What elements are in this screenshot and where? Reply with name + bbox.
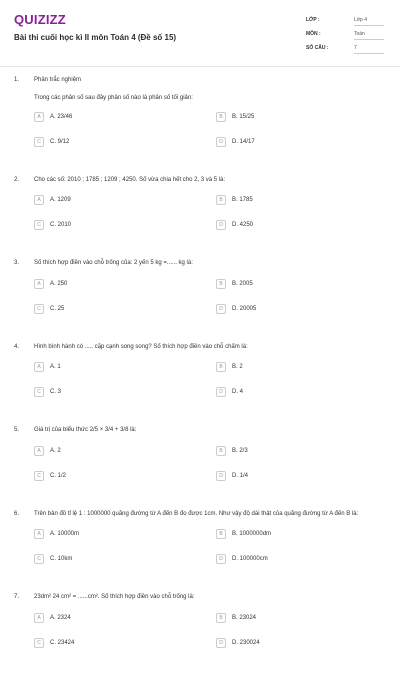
option-text: C. 9/12 bbox=[50, 138, 70, 145]
option-text: B. 23024 bbox=[232, 614, 257, 621]
question-text bbox=[14, 426, 386, 435]
option-letter-box: A bbox=[34, 195, 44, 205]
question-1 bbox=[14, 76, 386, 176]
answer-option[interactable] bbox=[34, 219, 71, 231]
answer-option[interactable] bbox=[34, 612, 71, 624]
answer-option[interactable] bbox=[216, 445, 248, 457]
option-text: D. 4250 bbox=[232, 222, 254, 228]
option-letter-box: A bbox=[34, 446, 44, 456]
option-letter-box: D bbox=[216, 471, 226, 481]
option-letter-box: D bbox=[216, 387, 226, 397]
option-letter-box: B bbox=[216, 446, 226, 456]
answer-options bbox=[34, 111, 386, 161]
answer-option[interactable] bbox=[34, 194, 71, 206]
exam-title: Bài thi cuối học kì II môn Toán 4 (Đề số 15) bbox=[14, 33, 177, 42]
answer-option[interactable] bbox=[216, 553, 268, 565]
answer-option[interactable] bbox=[34, 445, 61, 457]
question-text bbox=[14, 593, 386, 602]
meta-row-count bbox=[306, 42, 386, 56]
option-text: A. 10000m bbox=[50, 531, 80, 537]
question-number: 6. bbox=[14, 510, 20, 517]
option-letter-box: D bbox=[216, 220, 226, 230]
answer-option[interactable] bbox=[216, 303, 256, 315]
answer-option[interactable] bbox=[34, 278, 67, 290]
question-text bbox=[14, 510, 386, 519]
question-prompt: Trên bản đồ tỉ lệ 1 : 1000000 quãng đường từ A đến B đo được 1cm. Như vậy độ dài thật của quãng đường từ A đến B là: bbox=[34, 510, 359, 517]
option-letter-box: B bbox=[216, 112, 226, 122]
option-text: C. 3 bbox=[50, 389, 62, 395]
meta-row-class bbox=[306, 14, 386, 28]
option-text: B. 2 bbox=[232, 364, 243, 370]
option-letter-box: D bbox=[216, 638, 226, 648]
question-number: 5. bbox=[14, 427, 20, 433]
option-text: A. 1209 bbox=[50, 197, 71, 203]
question-6 bbox=[14, 510, 386, 594]
question-3 bbox=[14, 259, 386, 343]
option-text: C. 2010 bbox=[50, 222, 72, 228]
answer-option[interactable] bbox=[34, 528, 79, 540]
answer-option[interactable] bbox=[216, 637, 260, 649]
option-text: C. 1/2 bbox=[50, 472, 67, 479]
answer-option[interactable] bbox=[34, 553, 72, 565]
question-number: 2. bbox=[14, 176, 20, 183]
question-prompt: Giá trị của biểu thức 2/5 × 3/4 + 3/8 là: bbox=[34, 427, 137, 433]
answer-option[interactable] bbox=[216, 361, 243, 373]
question-prompt: Cho các số: 2010 ; 1785 ; 1209 ; 4250. Số vừa chia hết cho 2, 3 và 5 là: bbox=[34, 176, 226, 183]
option-letter-box: A bbox=[34, 362, 44, 372]
option-letter-box: D bbox=[216, 137, 226, 147]
question-number: 7. bbox=[14, 594, 20, 600]
option-text: B. 15/25 bbox=[232, 113, 255, 120]
answer-option[interactable] bbox=[216, 194, 253, 206]
question-number: 4. bbox=[14, 343, 20, 350]
answer-option[interactable] bbox=[216, 470, 248, 482]
answer-options bbox=[34, 194, 386, 244]
answer-options bbox=[34, 445, 386, 495]
option-text: D. 1/4 bbox=[232, 472, 249, 479]
question-text bbox=[14, 343, 386, 352]
option-letter-box: A bbox=[34, 613, 44, 623]
option-letter-box: C bbox=[34, 137, 44, 147]
option-letter-box: A bbox=[34, 112, 44, 122]
meta-value: Toán bbox=[354, 31, 384, 40]
meta-label: MÔN : bbox=[306, 31, 321, 37]
meta-value: 7 bbox=[354, 45, 384, 54]
answer-option[interactable] bbox=[34, 111, 72, 123]
answer-option[interactable] bbox=[216, 111, 254, 123]
option-letter-box: C bbox=[34, 471, 44, 481]
option-letter-box: A bbox=[34, 279, 44, 289]
option-text: B. 2005 bbox=[232, 280, 253, 287]
answer-option[interactable] bbox=[34, 386, 61, 398]
meta-box bbox=[306, 14, 386, 56]
option-text: D. 100000cm bbox=[232, 556, 268, 562]
question-list bbox=[14, 76, 386, 677]
option-text: D. 4 bbox=[232, 389, 244, 395]
question-number: 1. bbox=[14, 77, 20, 83]
answer-option[interactable] bbox=[216, 219, 253, 231]
option-text: A. 250 bbox=[50, 280, 68, 287]
meta-row-subject bbox=[306, 28, 386, 42]
answer-options bbox=[34, 361, 386, 411]
answer-options bbox=[34, 278, 386, 328]
option-text: B. 2/3 bbox=[232, 447, 248, 454]
option-letter-box: B bbox=[216, 362, 226, 372]
answer-option[interactable] bbox=[216, 136, 255, 148]
answer-option[interactable] bbox=[216, 528, 271, 540]
answer-option[interactable] bbox=[216, 612, 256, 624]
option-letter-box: C bbox=[34, 638, 44, 648]
answer-option[interactable] bbox=[34, 637, 74, 649]
question-2 bbox=[14, 176, 386, 260]
option-letter-box: C bbox=[34, 220, 44, 230]
meta-label: LỚP : bbox=[306, 17, 320, 23]
option-letter-box: D bbox=[216, 304, 226, 314]
option-letter-box: D bbox=[216, 554, 226, 564]
question-number: 3. bbox=[14, 260, 20, 266]
answer-option[interactable] bbox=[34, 136, 69, 148]
question-5 bbox=[14, 426, 386, 510]
option-letter-box: B bbox=[216, 613, 226, 623]
option-text: A. 2324 bbox=[50, 614, 71, 621]
question-prompt: Hình bình hành có ..... cặp cạnh song song? Số thích hợp điền vào chỗ chấm là: bbox=[34, 343, 248, 350]
option-letter-box: B bbox=[216, 195, 226, 205]
question-prompt: 23dm² 24 cm² = ......cm². Số thích hợp điền vào chỗ trống là: bbox=[34, 594, 195, 600]
question-subtext: Trong các phân số sau đây phân số nào là phân số tối giản: bbox=[34, 94, 193, 101]
question-text bbox=[14, 259, 386, 268]
option-letter-box: C bbox=[34, 554, 44, 564]
option-text: A. 2 bbox=[50, 447, 61, 454]
answer-option[interactable] bbox=[216, 386, 243, 398]
question-7 bbox=[14, 593, 386, 677]
option-letter-box: A bbox=[34, 529, 44, 539]
option-letter-box: B bbox=[216, 279, 226, 289]
answer-options bbox=[34, 612, 386, 662]
option-text: D. 14/17 bbox=[232, 138, 255, 145]
option-text: C. 25 bbox=[50, 305, 65, 312]
answer-option[interactable] bbox=[34, 470, 66, 482]
option-letter-box: C bbox=[34, 304, 44, 314]
option-text: B. 1785 bbox=[232, 197, 253, 203]
quizizz-logo: QUIZIZZ bbox=[14, 12, 66, 27]
option-text: A. 1 bbox=[50, 364, 61, 370]
answer-options bbox=[34, 528, 386, 578]
meta-label: SỐ CÂU : bbox=[306, 45, 329, 51]
meta-value: Lớp 4 bbox=[354, 17, 384, 26]
answer-option[interactable] bbox=[34, 303, 64, 315]
header-divider bbox=[0, 66, 400, 67]
answer-option[interactable] bbox=[216, 278, 253, 290]
option-letter-box: B bbox=[216, 529, 226, 539]
option-letter-box: C bbox=[34, 387, 44, 397]
answer-option[interactable] bbox=[34, 361, 61, 373]
question-prompt: Phân trắc nghiệm bbox=[34, 77, 82, 83]
option-text: C. 10km bbox=[50, 556, 73, 562]
question-text bbox=[14, 176, 386, 185]
worksheet-header bbox=[14, 12, 386, 64]
option-text: B. 1000000dm bbox=[232, 531, 272, 537]
option-text: A. 23/46 bbox=[50, 113, 73, 120]
option-text: D. 230024 bbox=[232, 639, 260, 646]
question-4 bbox=[14, 343, 386, 427]
option-text: D. 20005 bbox=[232, 305, 257, 312]
question-prompt: Số thích hợp điền vào chỗ trống của: 2 yến 5 kg =...... kg là: bbox=[34, 260, 193, 266]
question-text bbox=[14, 76, 386, 85]
option-text: C. 23424 bbox=[50, 639, 75, 646]
